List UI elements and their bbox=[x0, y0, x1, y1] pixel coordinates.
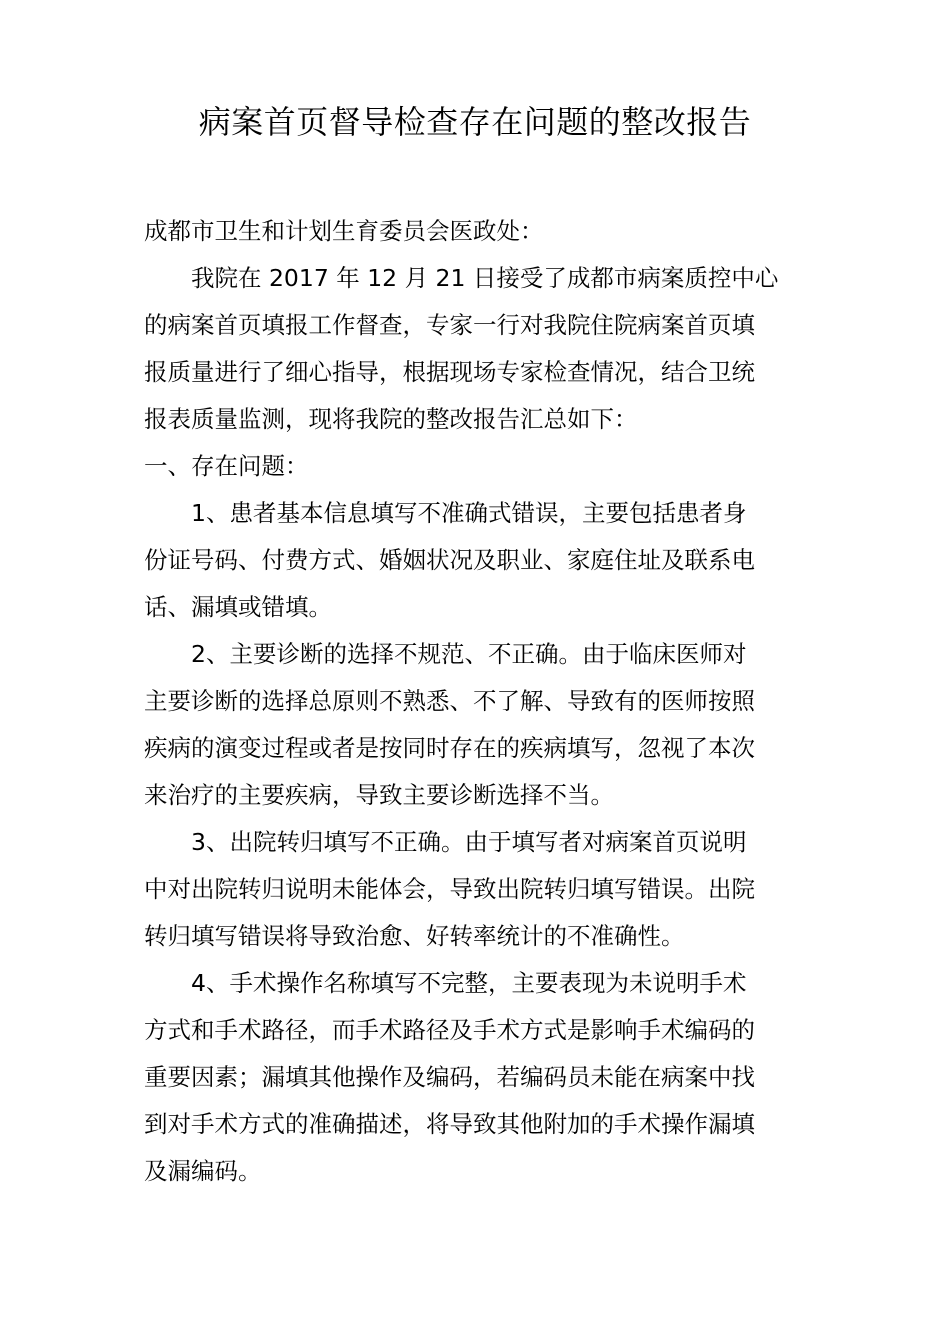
body-line: 3、出院转归填写不正确。由于填写者对病案首页说明 bbox=[191, 828, 747, 856]
body-line: 来治疗的主要疾病，导致主要诊断选择不当。 bbox=[144, 781, 614, 809]
body-line: 方式和手术路径，而手术路径及手术方式是影响手术编码的 bbox=[144, 1016, 755, 1044]
body-line: 到对手术方式的准确描述，将导致其他附加的手术操作漏填 bbox=[144, 1110, 755, 1138]
body-line: 话、漏填或错填。 bbox=[144, 593, 332, 621]
body-line: 份证号码、付费方式、婚姻状况及职业、家庭住址及联系电 bbox=[144, 546, 755, 574]
body-line: 及漏编码。 bbox=[144, 1157, 262, 1185]
body-line: 重要因素；漏填其他操作及编码，若编码员未能在病案中找 bbox=[144, 1063, 755, 1091]
body-line: 中对出院转归说明未能体会，导致出院转归填写错误。出院 bbox=[144, 875, 755, 903]
document-title: 病案首页督导检查存在问题的整改报告 bbox=[198, 103, 752, 141]
body-line: 我院在 2017 年 12 月 21 日接受了成都市病案质控中心 bbox=[191, 264, 779, 292]
body-line: 1、患者基本信息填写不准确式错误，主要包括患者身 bbox=[191, 499, 747, 527]
body-line: 疾病的演变过程或者是按同时存在的疾病填写，忽视了本次 bbox=[144, 734, 755, 762]
body-line: 一、存在问题： bbox=[144, 452, 309, 480]
body-line: 2、主要诊断的选择不规范、不正确。由于临床医师对 bbox=[191, 640, 747, 668]
body-line: 报表质量监测，现将我院的整改报告汇总如下： bbox=[144, 405, 638, 433]
salutation: 成都市卫生和计划生育委员会医政处： bbox=[144, 217, 544, 245]
body-line: 报质量进行了细心指导，根据现场专家检查情况，结合卫统 bbox=[144, 358, 755, 386]
body-line: 的病案首页填报工作督查，专家一行对我院住院病案首页填 bbox=[144, 311, 755, 339]
body-lines bbox=[144, 255, 820, 1195]
document-body bbox=[144, 208, 820, 1195]
body-line: 4、手术操作名称填写不完整，主要表现为未说明手术 bbox=[191, 969, 747, 997]
body-line: 主要诊断的选择总原则不熟悉、不了解、导致有的医师按照 bbox=[144, 687, 755, 715]
body-line: 转归填写错误将导致治愈、好转率统计的不准确性。 bbox=[144, 922, 685, 950]
